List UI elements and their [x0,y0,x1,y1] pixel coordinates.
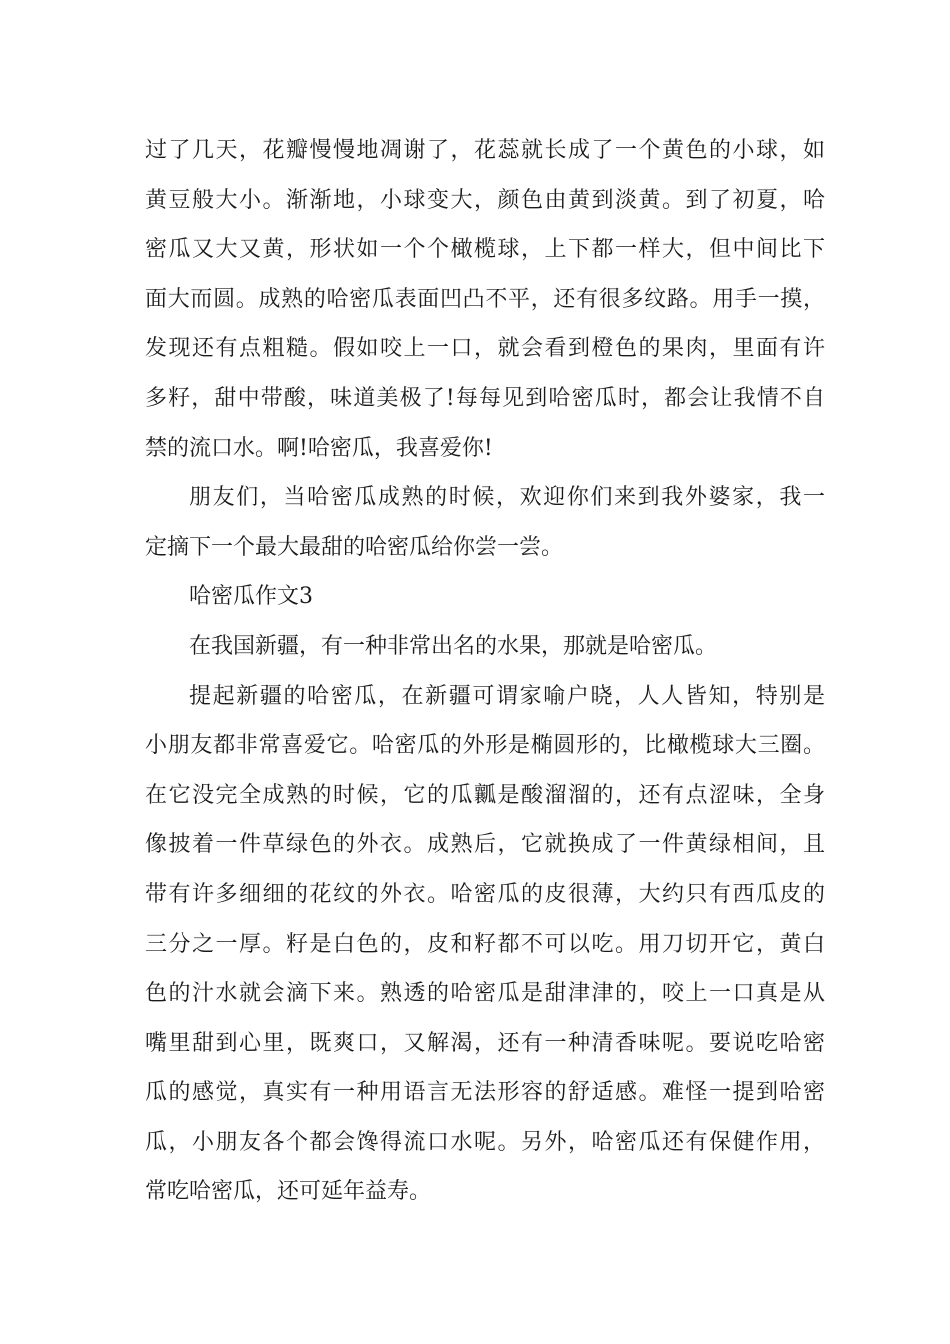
text-line: 提起新疆的哈密瓜，在新疆可谓家喻户晓，人人皆知，特别是 [189,683,825,709]
text-line: 多籽，甜中带酸，味道美极了!每每见到哈密瓜时，都会让我情不自 [145,385,825,411]
text-line: 小朋友都非常喜爱它。哈密瓜的外形是椭圆形的，比橄榄球大三圈。 [145,733,825,759]
text-line: 在它没完全成熟的时候，它的瓜瓤是酸溜溜的，还有点涩味，全身 [145,782,825,808]
text-line: 密瓜又大又黄，形状如一个个橄榄球，上下都一样大，但中间比下 [145,237,825,263]
text-line: 像披着一件草绿色的外衣。成熟后，它就换成了一件黄绿相间，且 [145,832,825,858]
text-line: 瓜，小朋友各个都会馋得流口水呢。另外，哈密瓜还有保健作用， [145,1129,825,1155]
text-line: 黄豆般大小。渐渐地，小球变大，颜色由黄到淡黄。到了初夏，哈 [145,187,825,213]
text-line: 三分之一厚。籽是白色的，皮和籽都不可以吃。用刀切开它，黄白 [145,931,825,957]
text-line: 色的汁水就会滴下来。熟透的哈密瓜是甜津津的，咬上一口真是从 [145,981,825,1007]
text-line: 过了几天，花瓣慢慢地凋谢了，花蕊就长成了一个黄色的小球，如 [145,138,825,163]
text-line: 定摘下一个最大最甜的哈密瓜给你尝一尝。 [145,534,564,560]
text-line: 带有许多细细的花纹的外衣。哈密瓜的皮很薄，大约只有西瓜皮的 [145,881,825,907]
text-line: 嘴里甜到心里，既爽口，又解渴，还有一种清香味呢。要说吃哈密 [145,1030,825,1056]
text-line: 面大而圆。成熟的哈密瓜表面凹凸不平，还有很多纹路。用手一摸， [145,286,825,312]
text-line: 哈密瓜作文3 [189,584,313,610]
text-line: 常吃哈密瓜，还可延年益寿。 [145,1179,432,1205]
essay-text [145,126,825,1217]
text-line: 瓜的感觉，真实有一种用语言无法形容的舒适感。难怪一提到哈密 [145,1080,825,1106]
text-line: 发现还有点粗糙。假如咬上一口，就会看到橙色的果肉，里面有许 [145,336,825,362]
text-line: 禁的流口水。啊!哈密瓜，我喜爱你! [145,435,493,461]
text-line: 在我国新疆，有一种非常出名的水果，那就是哈密瓜。 [189,633,718,659]
text-line: 朋友们，当哈密瓜成熟的时候，欢迎你们来到我外婆家，我一 [189,485,825,511]
